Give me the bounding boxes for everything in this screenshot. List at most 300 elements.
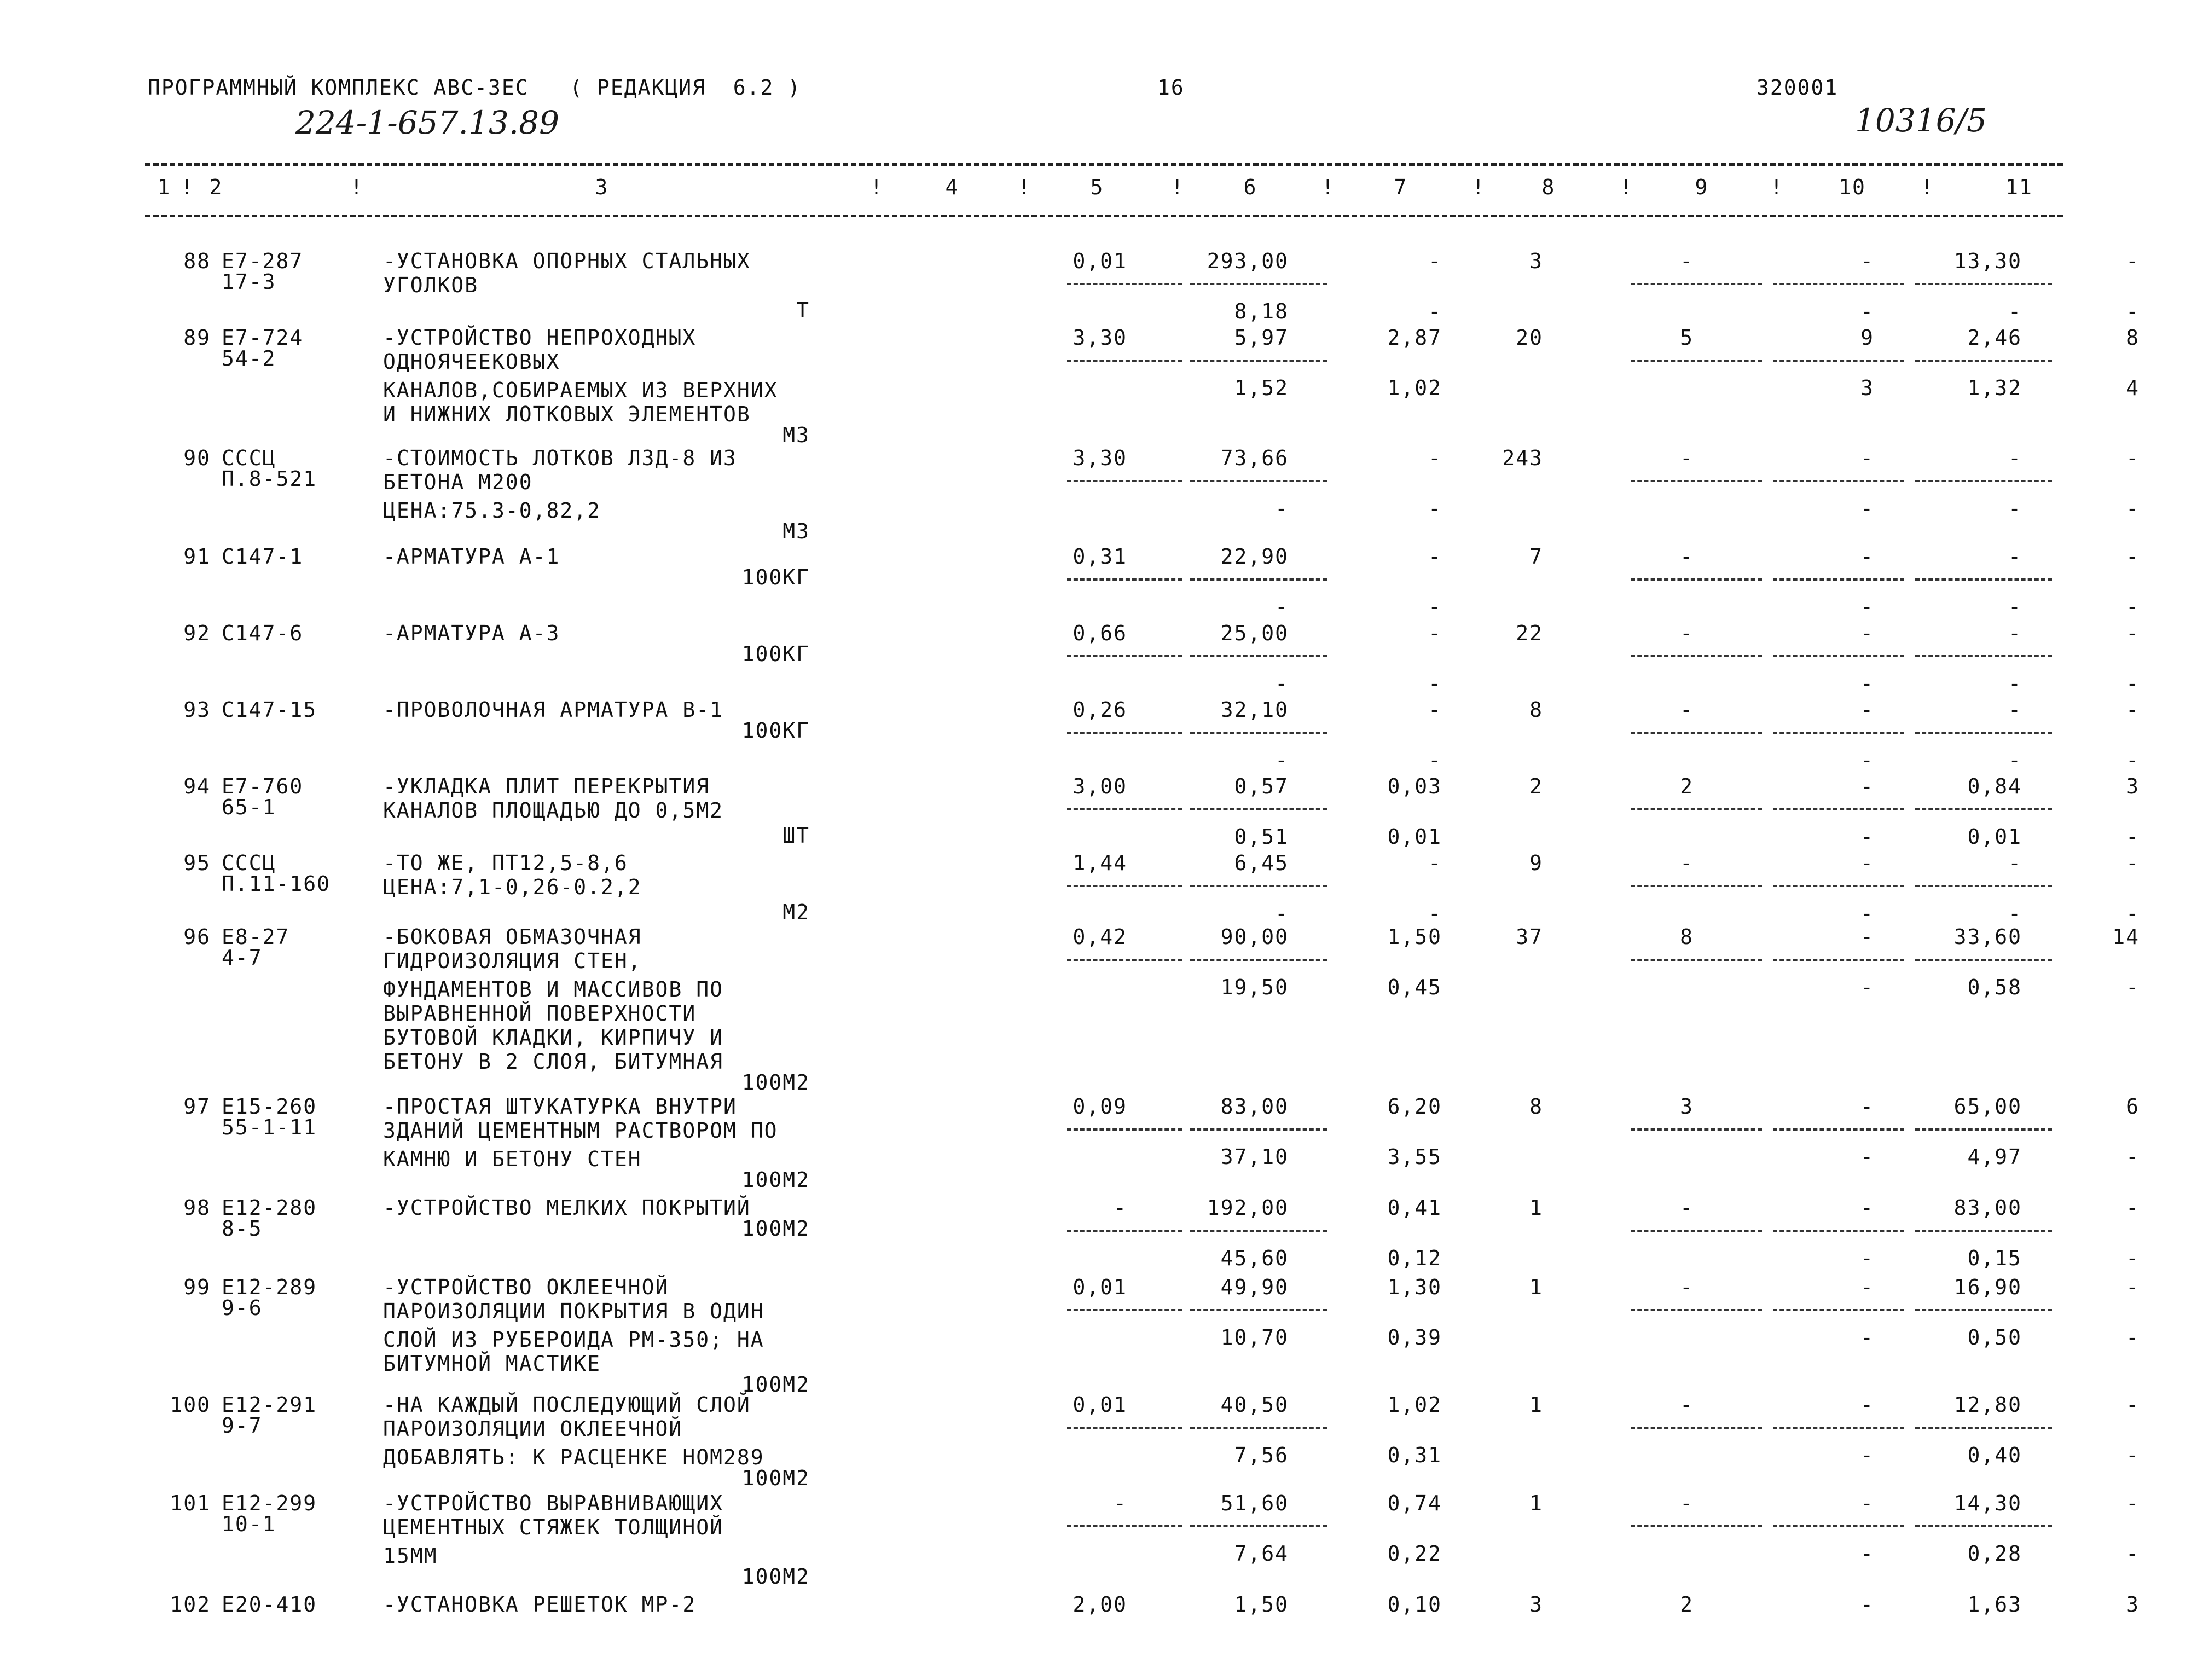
- cell-c6: 0,41: [1387, 1196, 1442, 1220]
- cell-c10: 16,90: [1953, 1275, 2022, 1299]
- cell-c5: 1,50: [1234, 1592, 1289, 1617]
- cell-c6: 1,30: [1387, 1275, 1442, 1299]
- cell-separator: [1190, 808, 1327, 810]
- cell-c6: -: [1428, 621, 1442, 645]
- cell-c10: 14,30: [1953, 1491, 2022, 1515]
- cell-c11b: -: [2126, 299, 2140, 323]
- cell-separator: [1067, 1427, 1182, 1429]
- cell-separator: [1190, 655, 1327, 657]
- rate-code: Е7-287: [222, 249, 304, 273]
- column-header-11: 11: [2005, 175, 2033, 199]
- item-description: -АРМАТУРА А-1: [383, 544, 560, 569]
- cell-c9b: -: [1860, 748, 1874, 772]
- item-description: КАНАЛОВ,СОБИРАЕМЫХ ИЗ ВЕРХНИХ: [383, 378, 778, 402]
- cell-c8: -: [1680, 698, 1694, 722]
- cell-c5: 83,00: [1220, 1094, 1289, 1119]
- cell-separator: [1773, 360, 1904, 362]
- cell-c11b: -: [2126, 901, 2140, 925]
- cell-c9b: 3: [1860, 376, 1874, 400]
- cell-c10: 0,84: [1967, 774, 2022, 798]
- cell-separator: [1773, 1427, 1904, 1429]
- column-header-6: 6: [1243, 175, 1257, 199]
- cell-c5: 6,45: [1234, 851, 1289, 875]
- cell-separator: [1067, 1525, 1182, 1527]
- rate-code-ref: 9-6: [222, 1296, 263, 1320]
- cell-c5: 49,90: [1220, 1275, 1289, 1299]
- cell-c9b: -: [1860, 1443, 1874, 1467]
- cell-separator: [1190, 1230, 1327, 1232]
- cell-c11: -: [2126, 1491, 2140, 1515]
- cell-c11b: -: [2126, 1443, 2140, 1467]
- column-divider: !: [870, 175, 884, 199]
- cell-c11b: -: [2126, 1246, 2140, 1270]
- cell-separator: [1915, 360, 2052, 362]
- cell-separator: [1067, 1128, 1182, 1131]
- rate-code-ref: 4-7: [222, 946, 263, 970]
- row-number: 101: [170, 1491, 211, 1515]
- cell-c6: 2,87: [1387, 326, 1442, 350]
- cell-c5: 5,97: [1234, 326, 1289, 350]
- column-divider: !: [350, 175, 364, 199]
- cell-c10b: -: [2008, 671, 2022, 696]
- cell-c5b: -: [1275, 595, 1289, 619]
- cell-c6b: 1,02: [1387, 376, 1442, 400]
- cell-c10: 83,00: [1953, 1196, 2022, 1220]
- column-header-7: 7: [1394, 175, 1408, 199]
- cell-c10b: 0,15: [1967, 1246, 2022, 1270]
- cell-separator: [1190, 1309, 1327, 1311]
- cell-separator: [1631, 885, 1762, 887]
- cell-c6b: -: [1428, 901, 1442, 925]
- cell-separator: [1915, 283, 2052, 285]
- cell-c10b: -: [2008, 496, 2022, 520]
- cell-separator: [1915, 1128, 2052, 1131]
- cell-separator: [1631, 283, 1762, 285]
- cell-c5: 90,00: [1220, 925, 1289, 949]
- cell-c5b: -: [1275, 671, 1289, 696]
- cell-c9b: -: [1860, 1145, 1874, 1169]
- rate-code: Е8-27: [222, 925, 290, 949]
- item-description: БЕТОНА М200: [383, 470, 533, 494]
- cell-c6b: 0,31: [1387, 1443, 1442, 1467]
- cell-c11b: -: [2126, 496, 2140, 520]
- cell-c7: 1: [1529, 1393, 1543, 1417]
- cell-c7: 1: [1529, 1491, 1543, 1515]
- cell-c9: -: [1860, 925, 1874, 949]
- item-description: ОДНОЯЧЕЕКОВЫХ: [383, 350, 560, 374]
- item-description: КАМНЮ И БЕТОНУ СТЕН: [383, 1147, 642, 1171]
- cell-separator: [1773, 283, 1904, 285]
- cell-c9: -: [1860, 1393, 1874, 1417]
- cell-separator: [1915, 808, 2052, 810]
- cell-c9: -: [1860, 1196, 1874, 1220]
- rate-code: Е12-280: [222, 1196, 317, 1220]
- cell-separator: [1773, 1230, 1904, 1232]
- rate-code: Е7-760: [222, 774, 304, 798]
- cell-c6: 0,10: [1387, 1592, 1442, 1617]
- item-description: -АРМАТУРА А-3: [383, 621, 560, 645]
- cell-c5: 73,66: [1220, 446, 1289, 470]
- cell-separator: [1067, 808, 1182, 810]
- item-description: -УСТРОЙСТВО МЕЛКИХ ПОКРЫТИЙ: [383, 1196, 751, 1220]
- rate-code-ref: 8-5: [222, 1216, 263, 1241]
- cell-c11: 8: [2126, 326, 2140, 350]
- cell-separator: [1631, 1230, 1762, 1232]
- cell-separator: [1190, 480, 1327, 482]
- cell-c4: 0,01: [1073, 1393, 1127, 1417]
- item-description: ЦЕМЕНТНЫХ СТЯЖЕК ТОЛЩИНОЙ: [383, 1515, 723, 1539]
- cell-c10: 1,63: [1967, 1592, 2022, 1617]
- rate-code: Е15-260: [222, 1094, 317, 1119]
- item-description: ЦЕНА:75.3-0,82,2: [383, 499, 601, 523]
- cell-separator: [1915, 578, 2052, 581]
- cell-c6b: 0,45: [1387, 975, 1442, 999]
- rate-code-ref: 55-1-11: [222, 1115, 317, 1139]
- cell-c9: -: [1860, 698, 1874, 722]
- column-header-1: 1: [157, 175, 171, 199]
- cell-c10b: 0,40: [1967, 1443, 2022, 1467]
- cell-c8: 2: [1680, 1592, 1694, 1617]
- cell-c5b: 37,10: [1220, 1145, 1289, 1169]
- item-description: ПАРОИЗОЛЯЦИИ ОКЛЕЕЧНОЙ: [383, 1417, 683, 1441]
- cell-c9b: -: [1860, 825, 1874, 849]
- cell-separator: [1773, 1128, 1904, 1131]
- rate-code-ref: 10-1: [222, 1512, 276, 1536]
- cell-c11: 14: [2112, 925, 2140, 949]
- row-number: 99: [183, 1275, 211, 1299]
- cell-separator: [1190, 885, 1327, 887]
- cell-c10: -: [2008, 544, 2022, 569]
- row-number: 94: [183, 774, 211, 798]
- cell-c9: -: [1860, 621, 1874, 645]
- column-header-4: 4: [945, 175, 959, 199]
- cell-c11: -: [2126, 851, 2140, 875]
- cell-c8: -: [1680, 621, 1694, 645]
- cell-c9: 9: [1860, 326, 1874, 350]
- cell-c9: -: [1860, 851, 1874, 875]
- item-description: -УСТАНОВКА РЕШЕТОК МР-2: [383, 1592, 697, 1617]
- item-description: -ТО ЖЕ, ПТ12,5-8,6: [383, 851, 628, 875]
- cell-separator: [1190, 959, 1327, 961]
- cell-separator: [1067, 480, 1182, 482]
- cell-c6: 1,02: [1387, 1393, 1442, 1417]
- unit-of-measure: ШТ: [782, 824, 810, 848]
- cell-c7: 20: [1516, 326, 1543, 350]
- unit-of-measure: 100М2: [741, 1565, 810, 1589]
- column-divider: !: [1770, 175, 1784, 199]
- cell-c10b: 0,58: [1967, 975, 2022, 999]
- cell-c7: 9: [1529, 851, 1543, 875]
- cell-separator: [1067, 1309, 1182, 1311]
- cell-c11: 3: [2126, 774, 2140, 798]
- column-divider: !: [181, 175, 194, 199]
- cell-c10b: -: [2008, 595, 2022, 619]
- cell-c6b: -: [1428, 595, 1442, 619]
- cell-c10: -: [2008, 851, 2022, 875]
- item-description: -УКЛАДКА ПЛИТ ПЕРЕКРЫТИЯ: [383, 774, 710, 798]
- cell-c6: 6,20: [1387, 1094, 1442, 1119]
- column-divider: !: [1321, 175, 1335, 199]
- item-description: КАНАЛОВ ПЛОЩАДЬЮ ДО 0,5М2: [383, 798, 723, 822]
- cell-c6: 0,03: [1387, 774, 1442, 798]
- cell-c11b: 4: [2126, 376, 2140, 400]
- item-description: ЗДАНИЙ ЦЕМЕНТНЫМ РАСТВОРОМ ПО: [383, 1119, 778, 1143]
- cell-separator: [1067, 360, 1182, 362]
- cell-separator: [1067, 885, 1182, 887]
- cell-separator: [1915, 655, 2052, 657]
- row-number: 88: [183, 249, 211, 273]
- item-description: БИТУМНОЙ МАСТИКЕ: [383, 1352, 601, 1376]
- cell-separator: [1773, 959, 1904, 961]
- cell-c5: 22,90: [1220, 544, 1289, 569]
- cell-c5: 51,60: [1220, 1491, 1289, 1515]
- cell-c4: 0,09: [1073, 1094, 1127, 1119]
- cell-c9b: -: [1860, 595, 1874, 619]
- cell-separator: [1631, 1128, 1762, 1131]
- cell-c11: -: [2126, 544, 2140, 569]
- cell-c11b: -: [2126, 1145, 2140, 1169]
- cell-separator: [1915, 1525, 2052, 1527]
- unit-of-measure: 100М2: [741, 1168, 810, 1192]
- row-number: 96: [183, 925, 211, 949]
- column-divider: !: [1921, 175, 1934, 199]
- item-description: ДОБАВЛЯТЬ: К РАСЦЕНКЕ НОМ289: [383, 1445, 764, 1469]
- rate-code: С147-15: [222, 698, 317, 722]
- cell-c11b: -: [2126, 671, 2140, 696]
- cell-c5b: 10,70: [1220, 1325, 1289, 1349]
- cell-c11: -: [2126, 1393, 2140, 1417]
- cell-c5b: 1,52: [1234, 376, 1289, 400]
- item-description: 15ММ: [383, 1544, 438, 1568]
- rate-code: Е12-291: [222, 1393, 317, 1417]
- item-description: -БОКОВАЯ ОБМАЗОЧНАЯ: [383, 925, 642, 949]
- cell-c5: 25,00: [1220, 621, 1289, 645]
- cell-c11b: -: [2126, 825, 2140, 849]
- cell-separator: [1631, 1525, 1762, 1527]
- rate-code: СССЦ: [222, 446, 276, 470]
- cell-separator: [1631, 578, 1762, 581]
- unit-of-measure: М2: [782, 900, 810, 924]
- item-description: -УСТРОЙСТВО НЕПРОХОДНЫХ: [383, 326, 697, 350]
- cell-c10b: -: [2008, 299, 2022, 323]
- cell-c4: 2,00: [1073, 1592, 1127, 1617]
- cell-c4: 0,01: [1073, 1275, 1127, 1299]
- item-description: -УСТАНОВКА ОПОРНЫХ СТАЛЬНЫХ: [383, 249, 751, 273]
- cell-separator: [1915, 885, 2052, 887]
- cell-c10b: 0,50: [1967, 1325, 2022, 1349]
- cell-c8: -: [1680, 544, 1694, 569]
- cell-separator: [1067, 1230, 1182, 1232]
- unit-of-measure: 100КГ: [741, 642, 810, 666]
- cell-c7: 22: [1516, 621, 1543, 645]
- item-description: ЦЕНА:7,1-0,26-0.2,2: [383, 875, 642, 899]
- cell-c6b: 0,01: [1387, 825, 1442, 849]
- rate-code: Е7-724: [222, 326, 304, 350]
- item-description: СЛОЙ ИЗ РУБЕРОИДА РМ-350; НА: [383, 1328, 764, 1352]
- item-description: -ПРОВОЛОЧНАЯ АРМАТУРА В-1: [383, 698, 723, 722]
- rate-code-ref: 65-1: [222, 795, 276, 819]
- column-divider: !: [1620, 175, 1633, 199]
- row-number: 92: [183, 621, 211, 645]
- item-description: ВЫРАВНЕННОЙ ПОВЕРХНОСТИ: [383, 1001, 697, 1026]
- item-description: БУТОВОЙ КЛАДКИ, КИРПИЧУ И: [383, 1026, 723, 1050]
- cell-separator: [1915, 480, 2052, 482]
- item-description: БЕТОНУ В 2 СЛОЯ, БИТУМНАЯ: [383, 1050, 723, 1074]
- cell-separator: [1067, 283, 1182, 285]
- item-description: -НА КАЖДЫЙ ПОСЛЕДУЮЩИЙ СЛОЙ: [383, 1393, 751, 1417]
- row-number: 93: [183, 698, 211, 722]
- cell-c5b: 7,64: [1234, 1542, 1289, 1566]
- cell-c4: -: [1114, 1491, 1127, 1515]
- cell-separator: [1773, 732, 1904, 734]
- rate-code-ref: 9-7: [222, 1413, 263, 1438]
- cell-c7: 3: [1529, 249, 1543, 273]
- cell-c10b: -: [2008, 748, 2022, 772]
- cell-separator: [1631, 959, 1762, 961]
- cell-c10b: 0,01: [1967, 825, 2022, 849]
- program-title: ПРОГРАММНЫЙ КОМПЛЕКС АВС-3ЕС ( РЕДАКЦИЯ 6.2 ): [148, 76, 802, 100]
- cell-c11: -: [2126, 1196, 2140, 1220]
- item-description: ФУНДАМЕНТОВ И МАССИВОВ ПО: [383, 977, 723, 1001]
- cell-c9: -: [1860, 1491, 1874, 1515]
- cell-c4: 1,44: [1073, 851, 1127, 875]
- page-number: 16: [1157, 76, 1185, 100]
- cell-c4: 3,30: [1073, 446, 1127, 470]
- cell-c4: -: [1114, 1196, 1127, 1220]
- cell-c8: 2: [1680, 774, 1694, 798]
- cell-c10: 33,60: [1953, 925, 2022, 949]
- item-description: -УСТРОЙСТВО ОКЛЕЕЧНОЙ: [383, 1275, 669, 1299]
- cell-separator: [1773, 578, 1904, 581]
- cell-c6: -: [1428, 249, 1442, 273]
- cell-c9: -: [1860, 544, 1874, 569]
- cell-c11: 6: [2126, 1094, 2140, 1119]
- cell-separator: [1190, 1525, 1327, 1527]
- cell-c6: 1,50: [1387, 925, 1442, 949]
- cell-c5b: 45,60: [1220, 1246, 1289, 1270]
- column-header-10: 10: [1839, 175, 1866, 199]
- cell-c9b: -: [1860, 1325, 1874, 1349]
- cell-c7: 37: [1516, 925, 1543, 949]
- cell-c6b: -: [1428, 299, 1442, 323]
- cell-c4: 0,42: [1073, 925, 1127, 949]
- cell-separator: [1773, 1525, 1904, 1527]
- cell-c5b: 19,50: [1220, 975, 1289, 999]
- unit-of-measure: 100М2: [741, 1216, 810, 1241]
- cell-separator: [1773, 808, 1904, 810]
- cell-separator: [1773, 1309, 1904, 1311]
- cell-separator: [1067, 959, 1182, 961]
- cell-c4: 3,00: [1073, 774, 1127, 798]
- cell-c6b: 3,55: [1387, 1145, 1442, 1169]
- item-description: -ПРОСТАЯ ШТУКАТУРКА ВНУТРИ: [383, 1094, 737, 1119]
- item-description: -СТОИМОСТЬ ЛОТКОВ ЛЗД-8 ИЗ: [383, 446, 737, 470]
- cell-separator: [1190, 1427, 1327, 1429]
- cell-c8: 5: [1680, 326, 1694, 350]
- cell-c5b: 8,18: [1234, 299, 1289, 323]
- unit-of-measure: М3: [782, 423, 810, 447]
- cell-c8: -: [1680, 1491, 1694, 1515]
- document-code: 320001: [1757, 76, 1839, 100]
- rate-code: Е12-299: [222, 1491, 317, 1515]
- item-description: ГИДРОИЗОЛЯЦИЯ СТЕН,: [383, 949, 642, 973]
- cell-c5b: 7,56: [1234, 1443, 1289, 1467]
- cell-c6: -: [1428, 544, 1442, 569]
- cell-c10: -: [2008, 621, 2022, 645]
- column-header-3: 3: [595, 175, 609, 199]
- cell-c8: -: [1680, 1393, 1694, 1417]
- cell-c9: -: [1860, 446, 1874, 470]
- cell-separator: [1773, 885, 1904, 887]
- cell-c8: -: [1680, 249, 1694, 273]
- cell-c7: 1: [1529, 1275, 1543, 1299]
- row-number: 95: [183, 851, 211, 875]
- cell-separator: [1915, 1230, 2052, 1232]
- column-header-9: 9: [1695, 175, 1709, 199]
- rate-code: Е12-289: [222, 1275, 317, 1299]
- row-number: 97: [183, 1094, 211, 1119]
- cell-c10: -: [2008, 446, 2022, 470]
- cell-c7: 1: [1529, 1196, 1543, 1220]
- cell-separator: [1915, 1427, 2052, 1429]
- column-header-2: 2: [209, 175, 223, 199]
- cell-c11b: -: [2126, 595, 2140, 619]
- cell-c8: 3: [1680, 1094, 1694, 1119]
- item-description: ПАРОИЗОЛЯЦИИ ПОКРЫТИЯ В ОДИН: [383, 1299, 764, 1323]
- unit-of-measure: Т: [796, 298, 810, 322]
- cell-c5: 0,57: [1234, 774, 1289, 798]
- unit-of-measure: 100М2: [741, 1372, 810, 1397]
- cell-c10b: -: [2008, 901, 2022, 925]
- cell-c7: 8: [1529, 1094, 1543, 1119]
- cell-c6: -: [1428, 698, 1442, 722]
- cell-c8: -: [1680, 1275, 1694, 1299]
- cell-c9b: -: [1860, 299, 1874, 323]
- unit-of-measure: 100КГ: [741, 719, 810, 743]
- row-number: 102: [170, 1592, 211, 1617]
- cell-c7: 8: [1529, 698, 1543, 722]
- cell-c4: 0,31: [1073, 544, 1127, 569]
- cell-separator: [1190, 1128, 1327, 1131]
- column-header-8: 8: [1541, 175, 1556, 199]
- rate-code: СССЦ: [222, 851, 276, 875]
- cell-c9b: -: [1860, 1246, 1874, 1270]
- cell-c11: -: [2126, 698, 2140, 722]
- column-divider: !: [1018, 175, 1031, 199]
- cell-c10: 65,00: [1953, 1094, 2022, 1119]
- rate-code-ref: 54-2: [222, 346, 276, 370]
- cell-separator: [1915, 1309, 2052, 1311]
- cell-c8: -: [1680, 851, 1694, 875]
- cell-c5b: -: [1275, 496, 1289, 520]
- cell-c11: -: [2126, 446, 2140, 470]
- cell-c11: -: [2126, 1275, 2140, 1299]
- cell-c10: -: [2008, 698, 2022, 722]
- cell-c6b: -: [1428, 671, 1442, 696]
- cell-separator: [1190, 732, 1327, 734]
- cell-separator: [1773, 655, 1904, 657]
- column-divider: !: [1472, 175, 1486, 199]
- cell-c6b: -: [1428, 748, 1442, 772]
- header-rule-top: [145, 163, 2063, 166]
- cell-c10b: 1,32: [1967, 376, 2022, 400]
- cell-c8: -: [1680, 446, 1694, 470]
- cell-c10: 12,80: [1953, 1393, 2022, 1417]
- item-description: УГОЛКОВ: [383, 273, 479, 297]
- cell-separator: [1631, 360, 1762, 362]
- cell-c9b: -: [1860, 975, 1874, 999]
- rate-code: С147-6: [222, 621, 304, 645]
